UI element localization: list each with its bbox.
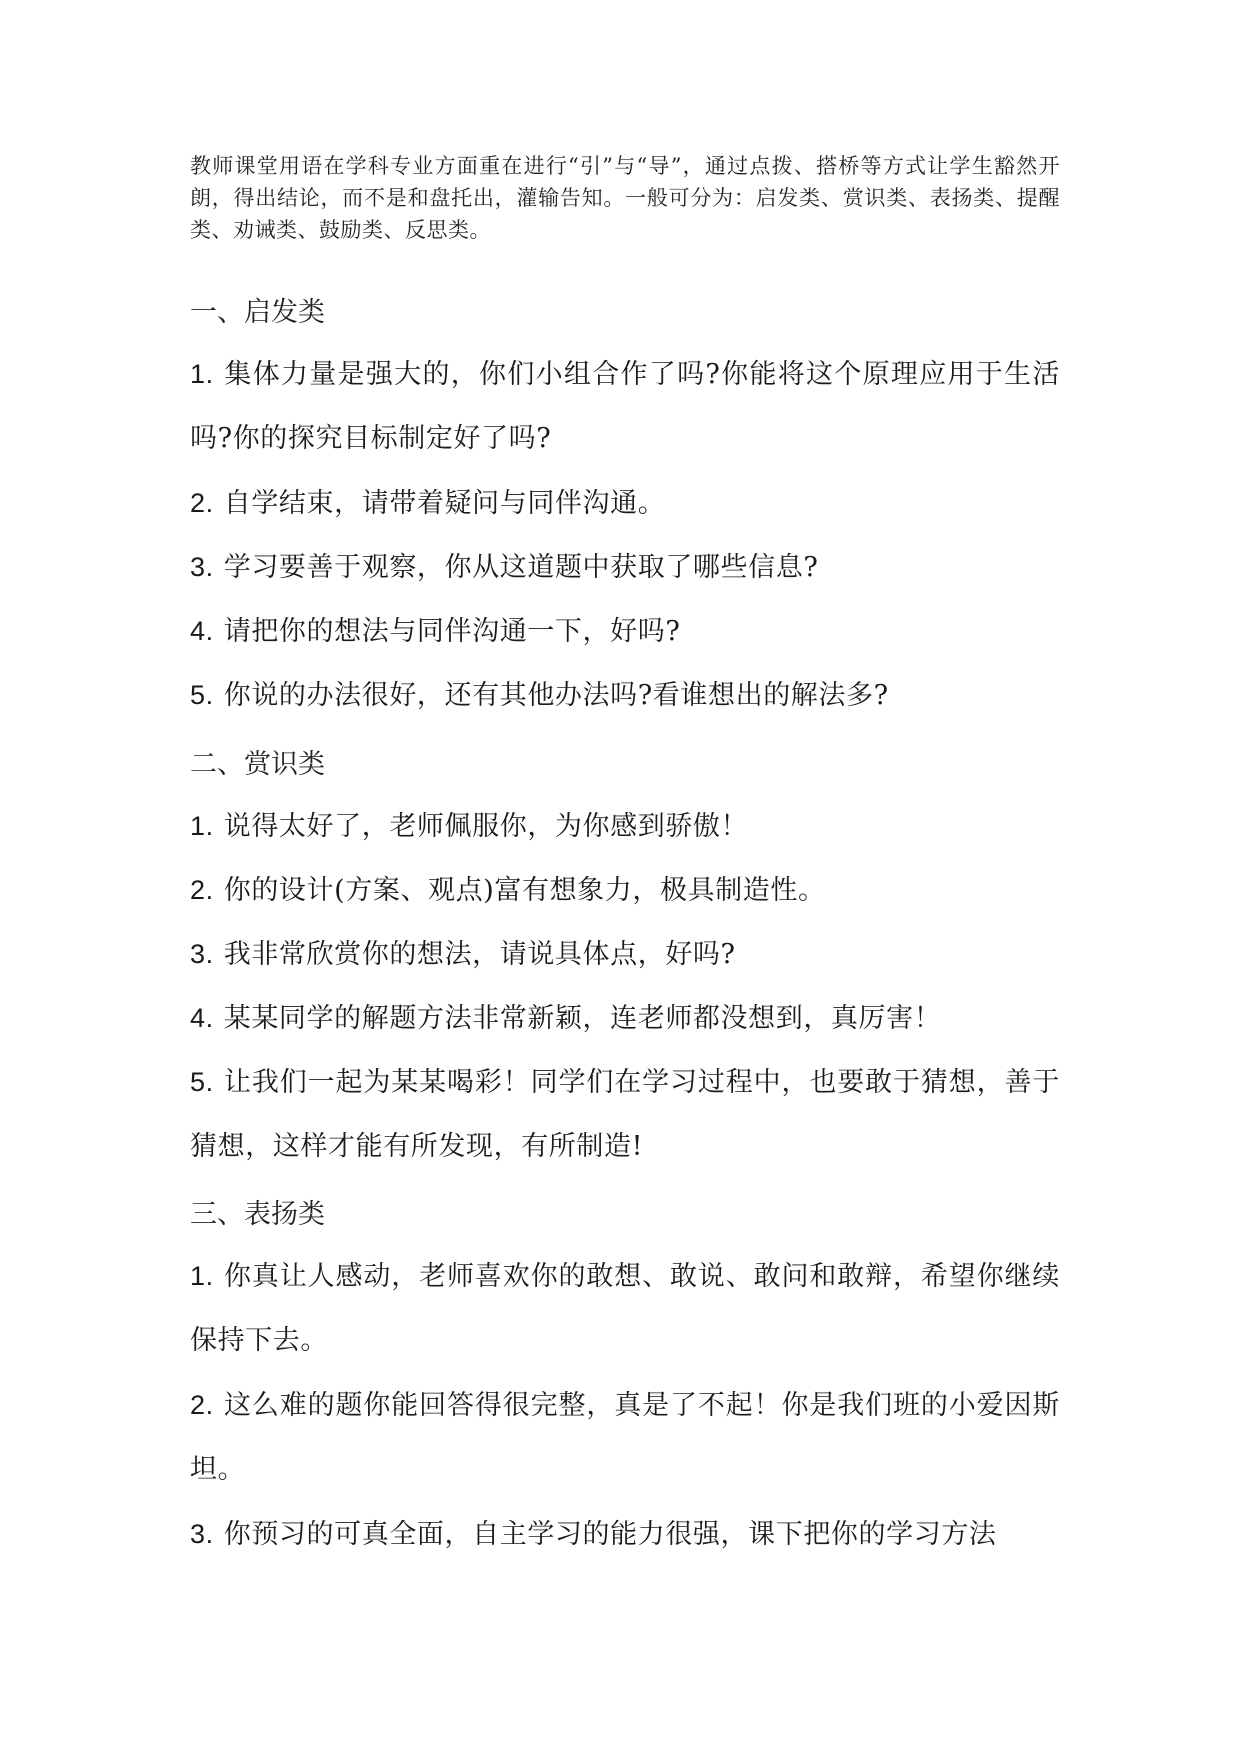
list-item — [190, 1050, 1060, 1179]
item-number: 1. — [190, 359, 214, 389]
list-item — [190, 663, 1060, 728]
list-item — [190, 471, 1060, 536]
list-item — [190, 1244, 1060, 1373]
item-text: 这么难的题你能回答得很完整，真是了不起！你是我们班的小爱因斯坦。 — [190, 1390, 1060, 1485]
item-text: 请把你的想法与同伴沟通一下，好吗? — [223, 616, 681, 647]
list-item — [190, 986, 1060, 1051]
item-text: 你说的办法很好，还有其他办法吗?看谁想出的解法多? — [223, 680, 889, 711]
item-number: 3. — [190, 939, 214, 969]
list-item — [190, 922, 1060, 987]
section-heading-shangshi: 二、赏识类 — [190, 749, 325, 780]
item-number: 2. — [190, 1390, 214, 1420]
item-text: 自学结束，请带着疑问与同伴沟通。 — [223, 488, 666, 519]
item-number: 2. — [190, 488, 214, 518]
list-item — [190, 794, 1060, 859]
item-number: 1. — [190, 811, 214, 841]
list-item — [190, 342, 1060, 471]
list-item — [190, 1373, 1060, 1502]
item-number: 3. — [190, 552, 214, 582]
item-number: 4. — [190, 1003, 214, 1033]
section-heading-biaoyang: 三、表扬类 — [190, 1199, 325, 1230]
item-text: 学习要善于观察，你从这道题中获取了哪些信息? — [223, 552, 819, 583]
item-number: 5. — [190, 680, 214, 710]
item-text: 你的设计(方案、观点)富有想象力，极具制造性。 — [223, 875, 826, 906]
item-number: 5. — [190, 1067, 214, 1097]
list-item — [190, 599, 1060, 664]
list-item — [190, 1502, 1060, 1567]
list-item — [190, 535, 1060, 600]
item-number: 2. — [190, 875, 214, 905]
item-text: 说得太好了，老师佩服你，为你感到骄傲！ — [223, 811, 749, 842]
item-text: 集体力量是强大的，你们小组合作了吗?你能将这个原理应用于生活吗?你的探究目标制定好了吗? — [190, 359, 1060, 454]
item-text: 你预习的可真全面，自主学习的能力很强，课下把你的学习方法 — [223, 1519, 997, 1550]
item-number: 4. — [190, 616, 214, 646]
intro-paragraph: 教师课堂用语在学科专业方面重在进行“引”与“导”，通过点拨、搭桥等方式让学生豁然开朗，得出结论，而不是和盘托出，灌输告知。一般可分为：启发类、赏识类、表扬类、提醒类、劝诫类、鼓励类、反思类。 — [190, 154, 1060, 242]
item-number: 1. — [190, 1261, 214, 1291]
item-text: 让我们一起为某某喝彩！同学们在学习过程中，也要敢于猜想，善于猜想，这样才能有所发现，有所制造! — [190, 1067, 1060, 1162]
section-heading-qifa: 一、启发类 — [190, 297, 325, 328]
item-number: 3. — [190, 1519, 214, 1549]
item-text: 你真让人感动，老师喜欢你的敢想、敢说、敢问和敢辩，希望你继续保持下去。 — [190, 1261, 1060, 1356]
item-text: 我非常欣赏你的想法，请说具体点，好吗? — [223, 939, 736, 970]
item-text: 某某同学的解题方法非常新颖，连老师都没想到，真厉害！ — [223, 1003, 942, 1034]
list-item — [190, 858, 1060, 923]
